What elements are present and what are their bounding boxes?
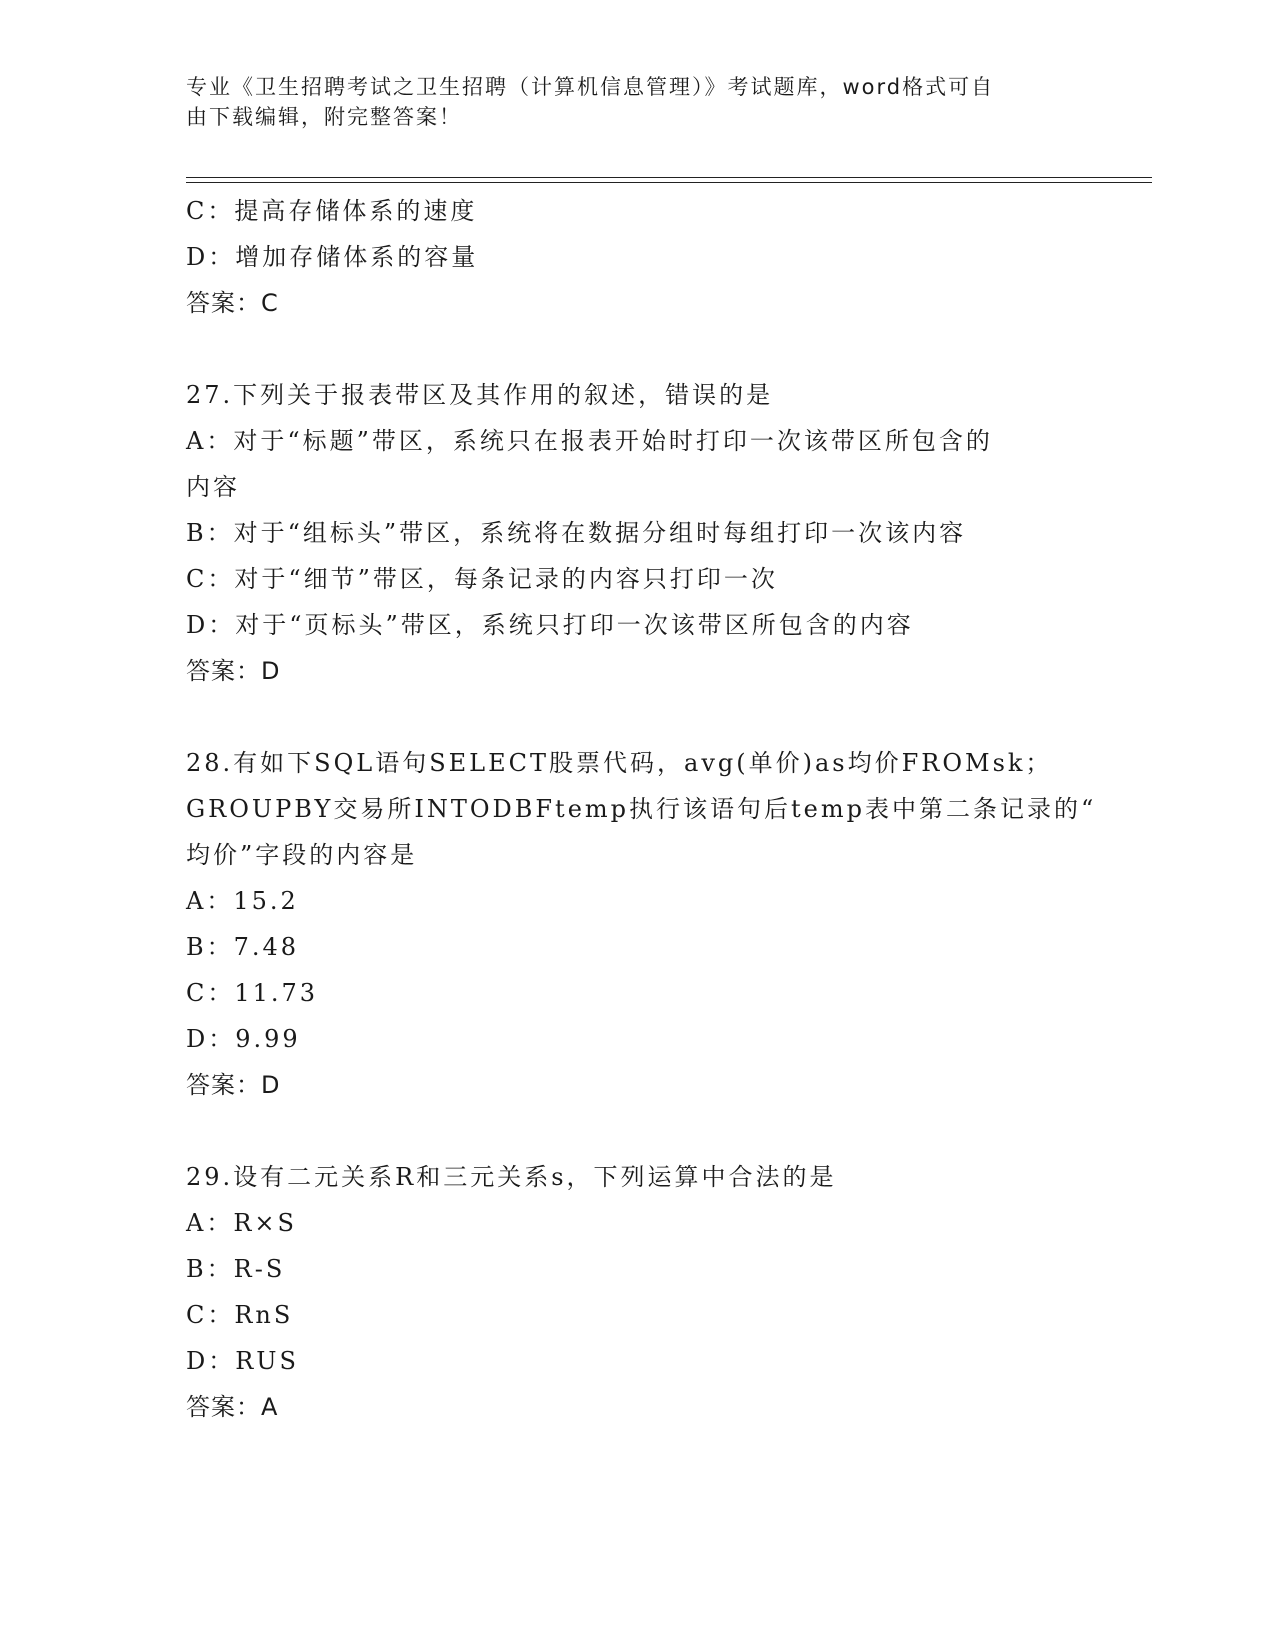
question-stem: 27.下列关于报表带区及其作用的叙述，错误的是: [186, 381, 774, 409]
question-stem-continued: 均价”字段的内容是: [186, 841, 418, 869]
option-c: C：11.73: [186, 979, 319, 1007]
option-a: A：对于“标题”带区，系统只在报表开始时打印一次该带区所包含的: [186, 427, 993, 455]
option-b: B：7.48: [186, 933, 300, 961]
option-c: C：对于“细节”带区，每条记录的内容只打印一次: [186, 565, 778, 593]
option-d: D：RUS: [186, 1347, 299, 1375]
option-c: C：RnS: [186, 1301, 294, 1329]
option-d: D：增加存储体系的容量: [186, 243, 479, 271]
header-rule-top: [186, 177, 1152, 178]
option-d: D：9.99: [186, 1025, 301, 1053]
header-line-2: 由下载编辑，附完整答案！: [186, 105, 462, 129]
option-c: C：提高存储体系的速度: [186, 197, 478, 225]
question-stem-continued: GROUPBY交易所INTODBFtemp执行该语句后temp表中第二条记录的“: [186, 795, 1097, 823]
option-a: A：15.2: [186, 887, 299, 915]
option-b: B：对于“组标头”带区，系统将在数据分组时每组打印一次该内容: [186, 519, 967, 547]
spacer: [186, 326, 1086, 372]
question-stem: 29.设有二元关系R和三元关系s，下列运算中合法的是: [186, 1163, 837, 1191]
header-rule-bottom: [186, 182, 1152, 183]
header-line-1: 专业《卫生招聘考试之卫生招聘（计算机信息管理）》考试题库，word格式可自: [186, 75, 995, 99]
answer-line: 答案：A: [186, 1393, 279, 1421]
document-header: [186, 72, 1086, 132]
spacer: [186, 1108, 1086, 1154]
answer-line: 答案：D: [186, 1071, 281, 1099]
question-stem: 28.有如下SQL语句SELECT股票代码，avg(单价)as均价FROMsk；: [186, 749, 1053, 777]
option-b: B：R-S: [186, 1255, 286, 1283]
option-a-continued: 内容: [186, 473, 240, 501]
answer-line: 答案：C: [186, 289, 279, 317]
spacer: [186, 694, 1086, 740]
option-d: D：对于“页标头”带区，系统只打印一次该带区所包含的内容: [186, 611, 914, 639]
answer-line: 答案：D: [186, 657, 281, 685]
option-a: A：R×S: [186, 1209, 297, 1237]
question-content: [186, 188, 1097, 1430]
